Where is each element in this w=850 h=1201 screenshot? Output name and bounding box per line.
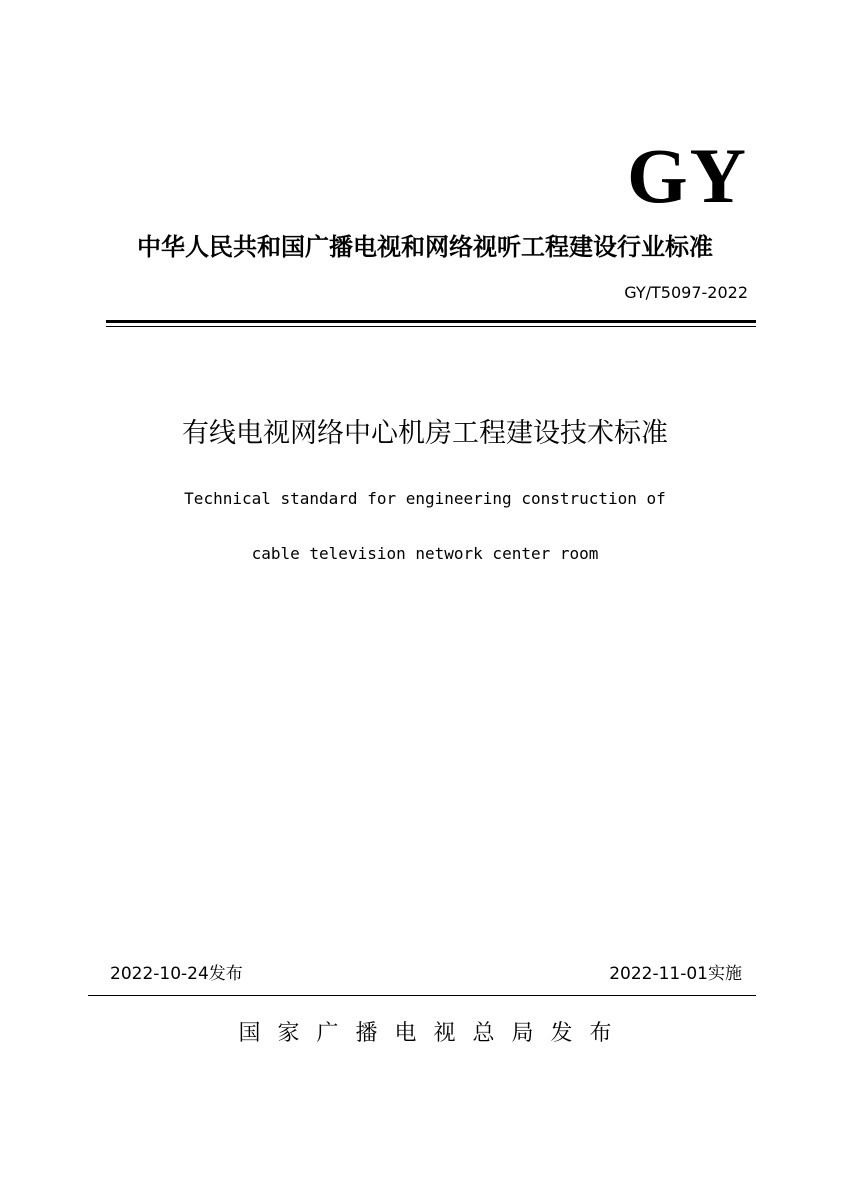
issue-date: 2022-10-24发布 <box>110 964 243 984</box>
standard-number: GY/T5097-2022 <box>624 283 748 302</box>
implementation-date: 2022-11-01实施 <box>609 964 742 984</box>
header-rule-thick <box>106 320 756 323</box>
gy-logo: GY <box>627 132 748 219</box>
document-title-english-line1: Technical standard for engineering construction of <box>184 489 666 508</box>
document-title-chinese: 有线电视网络中心机房工程建设技术标准 <box>182 418 668 449</box>
header-rule-thin <box>106 326 756 327</box>
document-title-english-line2: cable television network center room <box>251 544 599 563</box>
footer-rule <box>88 995 756 996</box>
industry-standard-title: 中华人民共和国广播电视和网络视听工程建设行业标准 <box>137 233 713 261</box>
publisher: 国家广播电视总局发布 <box>238 1021 629 1046</box>
